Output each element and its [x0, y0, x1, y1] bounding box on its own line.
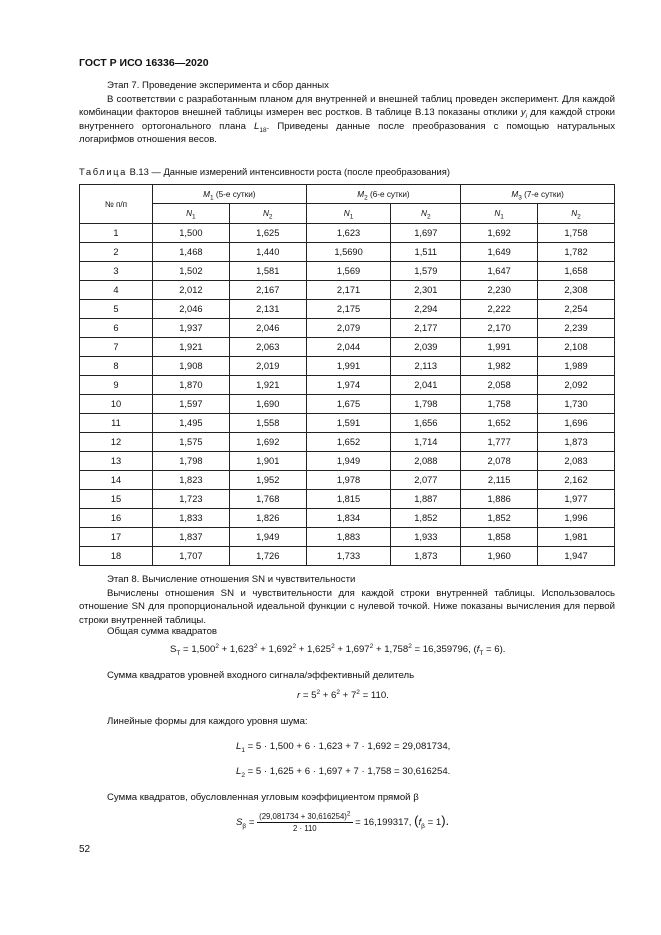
row-number-cell: 5	[80, 300, 153, 319]
symbol-y: y	[520, 107, 526, 119]
value-cell: 1,649	[461, 243, 538, 262]
value-cell: 2,012	[153, 281, 230, 300]
slope-label: Сумма квадратов, обусловленная угловым коэффициентом прямой β	[107, 792, 419, 803]
table-row	[80, 281, 615, 300]
formula-st	[170, 644, 505, 655]
value-cell: 1,581	[229, 262, 306, 281]
value-cell: 2,162	[538, 471, 615, 490]
m-symbol: M	[511, 189, 519, 199]
result: = 16,359796, (	[411, 644, 477, 655]
value-cell: 1,826	[229, 509, 306, 528]
value-cell: 2,044	[306, 338, 391, 357]
table-row	[80, 300, 615, 319]
l-symbol: L	[236, 741, 242, 752]
table-row	[80, 357, 615, 376]
s-symbol: S	[236, 817, 243, 829]
value-cell: 1,991	[461, 338, 538, 357]
value-cell: 1,833	[153, 509, 230, 528]
value-cell: 2,046	[153, 300, 230, 319]
term: + 1,625	[296, 644, 332, 655]
value-cell: 2,077	[391, 471, 461, 490]
group-header-m2	[306, 185, 461, 204]
value-cell: 1,726	[229, 547, 306, 566]
l-symbol: L	[236, 766, 242, 777]
value-cell: 1,937	[153, 319, 230, 338]
term: + 1,692	[257, 644, 293, 655]
square: 2	[356, 688, 360, 696]
formula-l2	[236, 766, 450, 777]
value-cell: 2,058	[461, 376, 538, 395]
value-cell: 2,083	[538, 452, 615, 471]
row-number-cell: 14	[80, 471, 153, 490]
subheader-n1	[461, 204, 538, 224]
value-cell: 1,834	[306, 509, 391, 528]
value-cell: 1,947	[538, 547, 615, 566]
row-number-cell: 13	[80, 452, 153, 471]
value-cell: 1,978	[306, 471, 391, 490]
square: 2	[316, 688, 321, 696]
term: + 1,758	[373, 644, 409, 655]
n-symbol: N	[262, 209, 269, 218]
value-cell: 1,989	[538, 357, 615, 376]
value-cell: 2,019	[229, 357, 306, 376]
formula-r	[297, 690, 389, 701]
formula-sb	[236, 812, 449, 833]
value-cell: 2,308	[538, 281, 615, 300]
value-cell: 1,714	[391, 433, 461, 452]
value-cell: 1,901	[229, 452, 306, 471]
f-symbol: f	[418, 817, 422, 829]
value-cell: 1,852	[461, 509, 538, 528]
table-row	[80, 547, 615, 566]
m-symbol: M	[357, 189, 365, 199]
value-cell: 2,115	[461, 471, 538, 490]
value-cell: 1,886	[461, 490, 538, 509]
value-cell: 1,623	[306, 224, 391, 243]
value-cell: 1,982	[461, 357, 538, 376]
n-sub: 1	[192, 213, 196, 221]
term: + 6	[320, 690, 337, 701]
value-cell: 2,222	[461, 300, 538, 319]
row-number-cell: 16	[80, 509, 153, 528]
data-table	[79, 184, 615, 566]
value-cell: 1,558	[229, 414, 306, 433]
value-cell: 1,873	[391, 547, 461, 566]
value-cell: 1,852	[391, 509, 461, 528]
value-cell: 1,974	[306, 376, 391, 395]
l1-expression: = 5 · 1,500 + 6 · 1,623 + 7 · 1,692 = 29,081734,	[244, 741, 451, 752]
stage7-text-c: . Приведены данные после преобразования с помощью натуральных логарифмов отношения весов.	[79, 120, 615, 146]
value-cell: 1,921	[229, 376, 306, 395]
value-cell: 1,815	[306, 490, 391, 509]
value-cell: 1,692	[229, 433, 306, 452]
value-cell: 1,647	[461, 262, 538, 281]
s-sub: β	[242, 822, 247, 830]
n-symbol: N	[421, 209, 427, 218]
value-cell: 1,625	[229, 224, 306, 243]
f-value: = 1	[424, 817, 442, 829]
row-number-cell: 3	[80, 262, 153, 281]
value-cell: 1,798	[153, 452, 230, 471]
value-cell: 2,170	[461, 319, 538, 338]
value-cell: 2,079	[306, 319, 391, 338]
n-sub: 1	[349, 213, 354, 221]
term: + 1,623	[218, 644, 254, 655]
row-number-cell: 6	[80, 319, 153, 338]
value-cell: 1,723	[153, 490, 230, 509]
paren-open: (	[414, 813, 419, 829]
subheader-n1	[306, 204, 391, 224]
table-row	[80, 433, 615, 452]
l2-expression: = 5 · 1,625 + 6 · 1,697 + 7 · 1,758 = 30,616254.	[244, 766, 451, 777]
equals: =	[246, 817, 258, 829]
square: 2	[253, 642, 258, 650]
square: 2	[215, 642, 219, 650]
value-cell: 1,977	[538, 490, 615, 509]
value-cell: 1,502	[153, 262, 230, 281]
value-cell: 1,597	[153, 395, 230, 414]
value-cell: 1,873	[538, 433, 615, 452]
row-number-cell: 7	[80, 338, 153, 357]
value-cell: 2,294	[391, 300, 461, 319]
value-cell: 1,569	[306, 262, 391, 281]
stage7-paragraph	[79, 93, 615, 147]
term: + 1,697	[334, 644, 370, 655]
f-sub: T	[479, 649, 484, 657]
value-cell: 1,870	[153, 376, 230, 395]
value-cell: 2,177	[391, 319, 461, 338]
value-cell: 2,041	[391, 376, 461, 395]
value-cell: 1,500	[153, 224, 230, 243]
value-cell: 1,952	[229, 471, 306, 490]
input-signal-label: Сумма квадратов уровней входного сигнала/эффективный делитель	[107, 670, 415, 681]
l-sub: 2	[241, 771, 245, 779]
stage7-text-a: В соответствии с разработанным планом для внутренней и внешней таблиц проведен эксперимент. Для каждой комбинации факторов внешней таблицы измерен вес ростков. В таблице В.13 показаны отклики	[79, 94, 615, 119]
value-cell: 1,949	[229, 528, 306, 547]
value-cell: 1,758	[461, 395, 538, 414]
col-header-number: № п/п	[80, 185, 153, 224]
value-cell: 1,675	[306, 395, 391, 414]
value-cell: 2,131	[229, 300, 306, 319]
value-cell: 2,092	[538, 376, 615, 395]
value-cell: 1,981	[538, 528, 615, 547]
value-cell: 1,933	[391, 528, 461, 547]
value-cell: 1,696	[538, 414, 615, 433]
n-sub: 2	[268, 213, 273, 221]
n-symbol: N	[343, 209, 350, 218]
row-number-cell: 1	[80, 224, 153, 243]
table-caption	[79, 166, 450, 177]
value-cell: 1,656	[391, 414, 461, 433]
value-cell: 1,991	[306, 357, 391, 376]
value-cell: 2,254	[538, 300, 615, 319]
row-number-cell: 4	[80, 281, 153, 300]
m-symbol: M	[203, 189, 210, 199]
fraction-numerator	[257, 812, 352, 823]
value-cell: 1,996	[538, 509, 615, 528]
value-cell: 1,468	[153, 243, 230, 262]
row-number-cell: 10	[80, 395, 153, 414]
value-cell: 1,883	[306, 528, 391, 547]
table-body	[80, 224, 615, 566]
value-cell: 2,175	[306, 300, 391, 319]
table-row	[80, 319, 615, 338]
value-cell: 1,798	[391, 395, 461, 414]
table-row	[80, 509, 615, 528]
term: = 5	[300, 690, 317, 701]
square: 2	[369, 642, 374, 650]
symbol-L: L	[254, 120, 260, 132]
stage7-title: Этап 7. Проведение эксперимента и сбор данных	[107, 80, 329, 91]
square: 2	[408, 642, 412, 650]
value-cell: 1,511	[391, 243, 461, 262]
table-row	[80, 262, 615, 281]
st-symbol: S	[170, 644, 177, 655]
m-sub: 1	[209, 194, 214, 202]
m-sub: 2	[364, 194, 368, 202]
row-number-cell: 17	[80, 528, 153, 547]
value-cell: 1,949	[306, 452, 391, 471]
stage8-title: Этап 8. Вычисление отношения SN и чувствительности	[107, 574, 356, 585]
value-cell: 1,730	[538, 395, 615, 414]
table-row	[80, 528, 615, 547]
stage8-paragraph: Вычислены отношения SN и чувствительности для каждой строки внутренней таблицы. Использовалось отношение SN для пропорциональной идеальной функции с нулевой точкой. Ниже показаны вычисления для первой строки внутренней таблицы.	[79, 588, 615, 626]
subheader-n2	[391, 204, 461, 224]
value-cell: 2,088	[391, 452, 461, 471]
value-cell: 2,301	[391, 281, 461, 300]
m-rest: (7-е сутки)	[521, 189, 564, 199]
value-cell: 1,768	[229, 490, 306, 509]
row-number-cell: 2	[80, 243, 153, 262]
r-symbol: r	[297, 690, 301, 701]
n-symbol: N	[494, 209, 501, 218]
n-symbol: N	[571, 209, 578, 218]
table-row	[80, 243, 615, 262]
square: 2	[336, 688, 341, 696]
m-rest: (5-е сутки)	[213, 189, 256, 199]
square: 2	[292, 642, 297, 650]
value-cell: 1,652	[461, 414, 538, 433]
value-cell: 1,707	[153, 547, 230, 566]
n-sub: 2	[426, 213, 431, 221]
row-number-cell: 12	[80, 433, 153, 452]
f-value: = 6).	[483, 644, 506, 655]
table-row	[80, 338, 615, 357]
value-cell: 2,113	[391, 357, 461, 376]
symbol-i: i	[525, 113, 528, 121]
m-rest: (6-е сутки)	[367, 189, 410, 199]
value-cell: 1,921	[153, 338, 230, 357]
caption-text: В.13 — Данные измерений интенсивности роста (после преобразования)	[129, 166, 450, 177]
table-row	[80, 414, 615, 433]
term: = 1,500	[180, 644, 216, 655]
subheader-n1	[153, 204, 230, 224]
page-number: 52	[79, 844, 91, 855]
value-cell: 1,908	[153, 357, 230, 376]
value-cell: 1,579	[391, 262, 461, 281]
value-cell: 2,171	[306, 281, 391, 300]
document-header: ГОСТ Р ИСО 16336—2020	[79, 57, 209, 69]
formula-l1	[236, 741, 450, 752]
value-cell: 1,575	[153, 433, 230, 452]
row-number-cell: 18	[80, 547, 153, 566]
row-number-cell: 15	[80, 490, 153, 509]
square: 2	[331, 642, 335, 650]
numerator-text: (29,081734 + 30,616254)	[259, 812, 347, 821]
value-cell: 2,239	[538, 319, 615, 338]
caption-prefix: Таблица	[79, 166, 127, 177]
value-cell: 1,690	[229, 395, 306, 414]
table-row	[80, 224, 615, 243]
subheader-n2	[538, 204, 615, 224]
n-sub: 2	[577, 213, 581, 221]
m-sub: 3	[518, 194, 522, 202]
value-cell: 2,078	[461, 452, 538, 471]
value-cell: 1,837	[153, 528, 230, 547]
value-cell: 1,777	[461, 433, 538, 452]
numerator-square: 2	[346, 810, 351, 818]
value-cell: 1,658	[538, 262, 615, 281]
row-number-cell: 8	[80, 357, 153, 376]
value-cell: 1,591	[306, 414, 391, 433]
table-row	[80, 452, 615, 471]
term: + 7	[340, 690, 357, 701]
value-cell: 1,495	[153, 414, 230, 433]
value-cell: 1,782	[538, 243, 615, 262]
value-cell: 1,697	[391, 224, 461, 243]
group-header-m1	[153, 185, 307, 204]
st-sub: T	[176, 649, 181, 657]
row-number-cell: 11	[80, 414, 153, 433]
fraction	[257, 812, 352, 833]
table-row	[80, 471, 615, 490]
value-cell: 1,733	[306, 547, 391, 566]
stage7-text-b: для каждой строки внутреннего ортогонального плана	[79, 107, 616, 132]
value-cell: 2,167	[229, 281, 306, 300]
sum-squares-label: Общая сумма квадратов	[107, 626, 218, 637]
value-cell: 1,692	[461, 224, 538, 243]
result: = 16,199317,	[352, 817, 415, 829]
table-row	[80, 376, 615, 395]
value-cell: 2,108	[538, 338, 615, 357]
group-header-m3	[461, 185, 615, 204]
value-cell: 1,858	[461, 528, 538, 547]
value-cell: 1,5690	[306, 243, 391, 262]
result: = 110.	[359, 690, 389, 701]
f-symbol: f	[476, 644, 480, 655]
row-number-cell: 9	[80, 376, 153, 395]
value-cell: 1,823	[153, 471, 230, 490]
value-cell: 2,046	[229, 319, 306, 338]
l-sub: 1	[241, 746, 245, 754]
symbol-18: 18	[259, 126, 267, 134]
value-cell: 1,440	[229, 243, 306, 262]
table-row	[80, 490, 615, 509]
value-cell: 1,960	[461, 547, 538, 566]
subheader-n2	[229, 204, 306, 224]
f-sub: β	[421, 822, 425, 830]
table-row	[80, 395, 615, 414]
n-symbol: N	[186, 209, 193, 218]
value-cell: 1,652	[306, 433, 391, 452]
value-cell: 1,758	[538, 224, 615, 243]
value-cell: 1,887	[391, 490, 461, 509]
paren-close: ).	[441, 813, 450, 829]
fraction-denominator: 2 · 110	[292, 824, 317, 833]
n-sub: 1	[500, 213, 504, 221]
value-cell: 2,063	[229, 338, 306, 357]
value-cell: 2,039	[391, 338, 461, 357]
value-cell: 2,230	[461, 281, 538, 300]
linear-forms-label: Линейные формы для каждого уровня шума:	[107, 716, 308, 727]
